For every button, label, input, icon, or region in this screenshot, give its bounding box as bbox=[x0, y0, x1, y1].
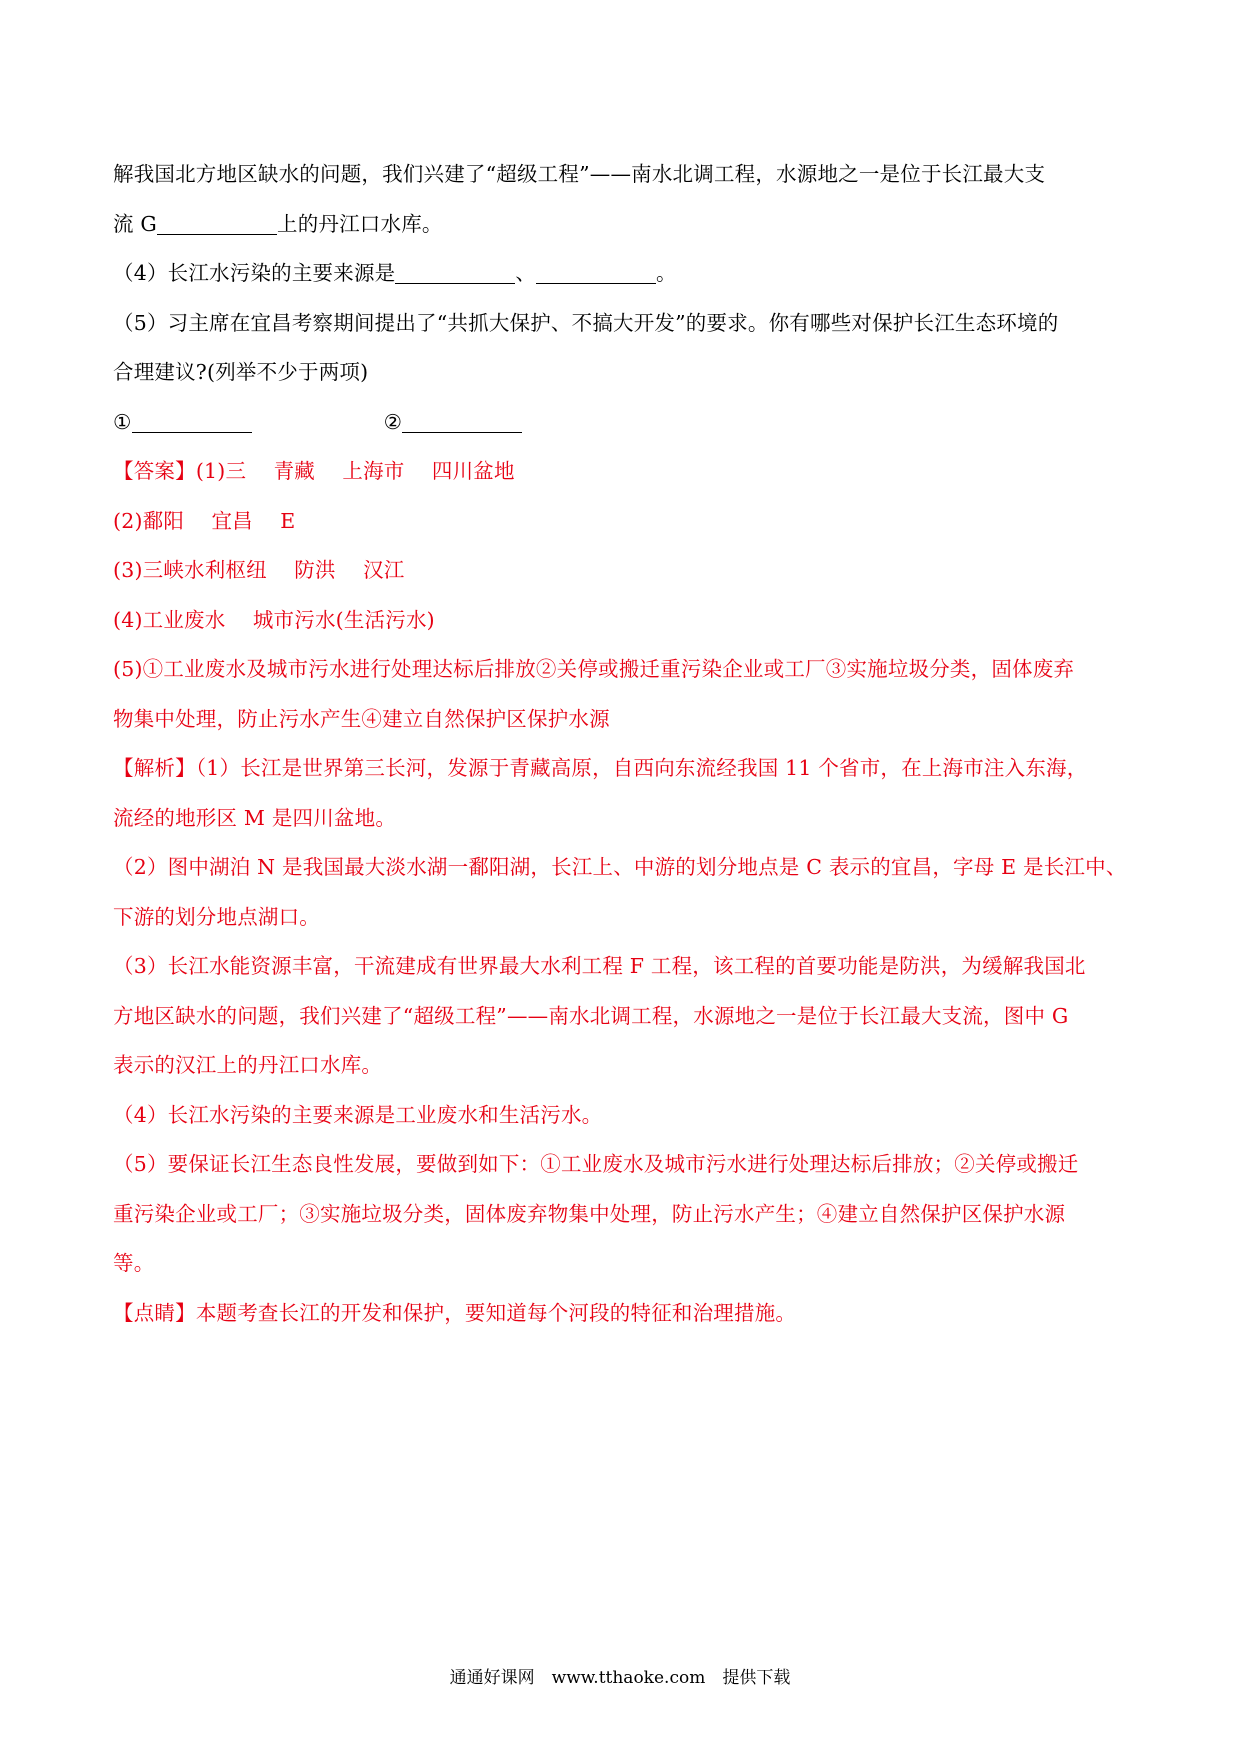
text: （4）长江水污染的主要来源是工业废水和生活污水。 bbox=[113, 1102, 603, 1127]
analysis-3-line-3 bbox=[113, 1041, 1133, 1091]
text: （2）图中湖泊 N 是我国最大淡水湖一鄱阳湖，长江上、中游的划分地点是 C 表示的宜昌，字母 E 是长江中、 bbox=[113, 855, 1127, 879]
document-body bbox=[113, 150, 1133, 1338]
analysis-3-line-1 bbox=[113, 942, 1133, 992]
analysis-2-line-1 bbox=[113, 843, 1133, 893]
text: (1)三 青藏 上海市 四川盆地 bbox=[195, 459, 515, 483]
answer-5-line-2 bbox=[113, 695, 1133, 745]
footer-text: 通通好课网 www.tthaoke.com 提供下载 bbox=[449, 1668, 791, 1688]
answer-1 bbox=[113, 447, 1133, 497]
text: (2)鄱阳 宜昌 E bbox=[113, 508, 296, 533]
text: 本题考查长江的开发和保护，要知道每个河段的特征和治理措施。 bbox=[195, 1300, 797, 1325]
answer-blank[interactable] bbox=[402, 410, 522, 433]
text: （5）习主席在宜昌考察期间提出了“共抓大保护、不搞大开发”的要求。你有哪些对保护长江生态环境的 bbox=[113, 310, 1059, 335]
text: 方地区缺水的问题，我们兴建了“超级工程”——南水北调工程，水源地之一是位于长江最大支流，图中 G bbox=[113, 1003, 1069, 1028]
answer-blank[interactable] bbox=[395, 261, 515, 284]
answer-4 bbox=[113, 596, 1133, 646]
answer-tag: 【答案】 bbox=[113, 459, 196, 483]
text: 、 bbox=[515, 261, 537, 285]
comment bbox=[113, 1289, 1133, 1339]
analysis-1-line-2 bbox=[113, 794, 1133, 844]
text: 下游的划分地点湖口。 bbox=[113, 904, 320, 929]
text: 解我国北方地区缺水的问题，我们兴建了“超级工程”——南水北调工程，水源地之一是位于长江最大支 bbox=[113, 162, 1046, 186]
question-5-line-1 bbox=[113, 299, 1133, 349]
question-5-line-2 bbox=[113, 348, 1133, 398]
analysis-4 bbox=[113, 1091, 1133, 1141]
analysis-5-line-2 bbox=[113, 1190, 1133, 1240]
text: (4)工业废水 城市污水(生活污水) bbox=[113, 607, 435, 632]
answer-2 bbox=[113, 497, 1133, 547]
text: （1）长江是世界第三长河，发源于青藏高原，自西向东流经我国 11 个省市，在上海市注入东海， bbox=[195, 756, 1088, 780]
question-3-continued-line-1 bbox=[113, 150, 1133, 200]
question-4 bbox=[113, 249, 1133, 299]
text: 流 G bbox=[113, 211, 157, 236]
text: (5)①工业废水及城市污水进行处理达标后排放②关停或搬迁重污染企业或工厂③实施垃圾分类，固体废弃 bbox=[113, 657, 1075, 681]
analysis-5-line-3 bbox=[113, 1239, 1133, 1289]
text: 合理建议?(列举不少于两项) bbox=[113, 360, 369, 384]
text: 上的丹江口水库。 bbox=[277, 211, 443, 236]
analysis-2-line-2 bbox=[113, 893, 1133, 943]
page-footer bbox=[0, 1666, 1240, 1690]
text: （3）长江水能资源丰富，干流建成有世界最大水利工程 F 工程，该工程的首要功能是防洪，为缓解我国北 bbox=[113, 954, 1086, 978]
analysis-5-line-1 bbox=[113, 1140, 1133, 1190]
text: （5）要保证长江生态良性发展，要做到如下：①工业废水及城市污水进行处理达标后排放；②关停或搬迁 bbox=[113, 1152, 1079, 1176]
answer-blank[interactable] bbox=[536, 261, 656, 284]
analysis-tag: 【解析】 bbox=[113, 756, 196, 780]
comment-tag: 【点睛】 bbox=[113, 1300, 196, 1325]
answer-blank[interactable] bbox=[157, 212, 277, 235]
text: 表示的汉江上的丹江口水库。 bbox=[113, 1053, 383, 1077]
text: 等。 bbox=[113, 1251, 155, 1275]
answer-5-line-1 bbox=[113, 645, 1133, 695]
text: （4）长江水污染的主要来源是 bbox=[113, 261, 396, 285]
text: (3)三峡水利枢纽 防洪 汉江 bbox=[113, 558, 405, 582]
analysis-3-line-2 bbox=[113, 992, 1133, 1042]
marker: ① bbox=[113, 409, 132, 434]
analysis-1-line-1 bbox=[113, 744, 1133, 794]
marker: ② bbox=[383, 409, 403, 434]
text: 。 bbox=[656, 261, 677, 285]
text: 流经的地形区 M 是四川盆地。 bbox=[113, 805, 397, 830]
answer-blank[interactable] bbox=[132, 410, 252, 433]
answer-3 bbox=[113, 546, 1133, 596]
question-3-continued-line-2 bbox=[113, 200, 1133, 250]
question-5-blanks bbox=[113, 398, 1133, 448]
text: 重污染企业或工厂；③实施垃圾分类，固体废弃物集中处理，防止污水产生；④建立自然保护区保护水源 bbox=[113, 1201, 1066, 1226]
text: 物集中处理，防止污水产生④建立自然保护区保护水源 bbox=[113, 706, 610, 731]
